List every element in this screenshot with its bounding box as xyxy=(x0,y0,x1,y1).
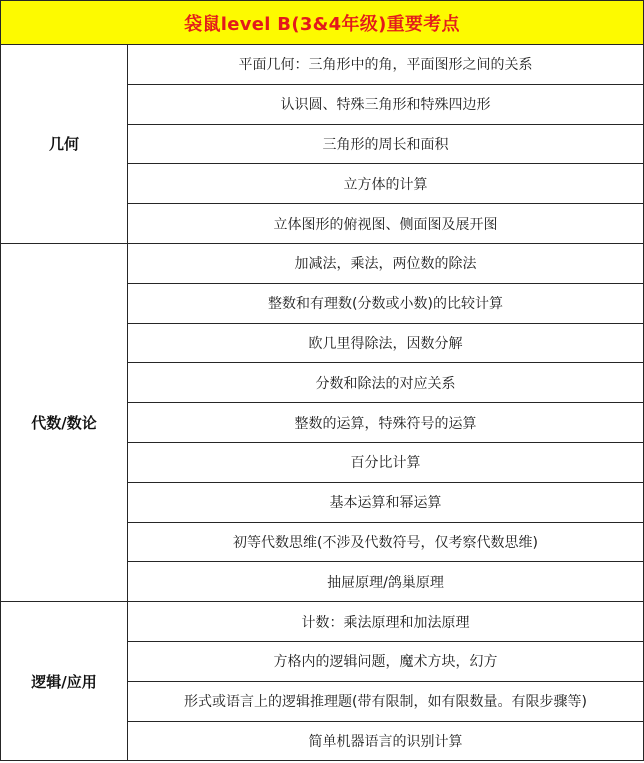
topic-item: 方格内的逻辑问题，魔术方块，幻方 xyxy=(128,641,644,681)
topic-item: 平面几何：三角形中的角，平面图形之间的关系 xyxy=(128,45,644,85)
topic-item: 形式或语言上的逻辑推理题(带有限制，如有限数量。有限步骤等) xyxy=(128,681,644,721)
topic-item: 认识圆、特殊三角形和特殊四边形 xyxy=(128,84,644,124)
topic-item: 分数和除法的对应关系 xyxy=(128,363,644,403)
topic-item: 加减法，乘法，两位数的除法 xyxy=(128,243,644,283)
table-title: 袋鼠level B(3&4年级)重要考点 xyxy=(1,1,644,45)
topic-item: 百分比计算 xyxy=(128,442,644,482)
topics-table-body xyxy=(1,1,644,761)
title-row xyxy=(1,1,644,45)
topic-item: 立方体的计算 xyxy=(128,164,644,204)
topic-item: 简单机器语言的识别计算 xyxy=(128,721,644,761)
topic-item: 欧几里得除法，因数分解 xyxy=(128,323,644,363)
topic-item: 整数和有理数(分数或小数)的比较计算 xyxy=(128,283,644,323)
category-geometry: 几何 xyxy=(1,45,128,244)
topic-item: 抽屉原理/鸽巢原理 xyxy=(128,562,644,602)
topic-item: 三角形的周长和面积 xyxy=(128,124,644,164)
topic-item: 整数的运算，特殊符号的运算 xyxy=(128,403,644,443)
topic-item: 初等代数思维(不涉及代数符号，仅考察代数思维) xyxy=(128,522,644,562)
table-row xyxy=(1,243,644,283)
topic-item: 立体图形的俯视图、侧面图及展开图 xyxy=(128,204,644,244)
topic-item: 基本运算和幂运算 xyxy=(128,482,644,522)
table-row xyxy=(1,45,644,85)
category-logic-application: 逻辑/应用 xyxy=(1,602,128,761)
topic-item: 计数：乘法原理和加法原理 xyxy=(128,602,644,642)
category-algebra-number-theory: 代数/数论 xyxy=(1,243,128,601)
table-row xyxy=(1,602,644,642)
